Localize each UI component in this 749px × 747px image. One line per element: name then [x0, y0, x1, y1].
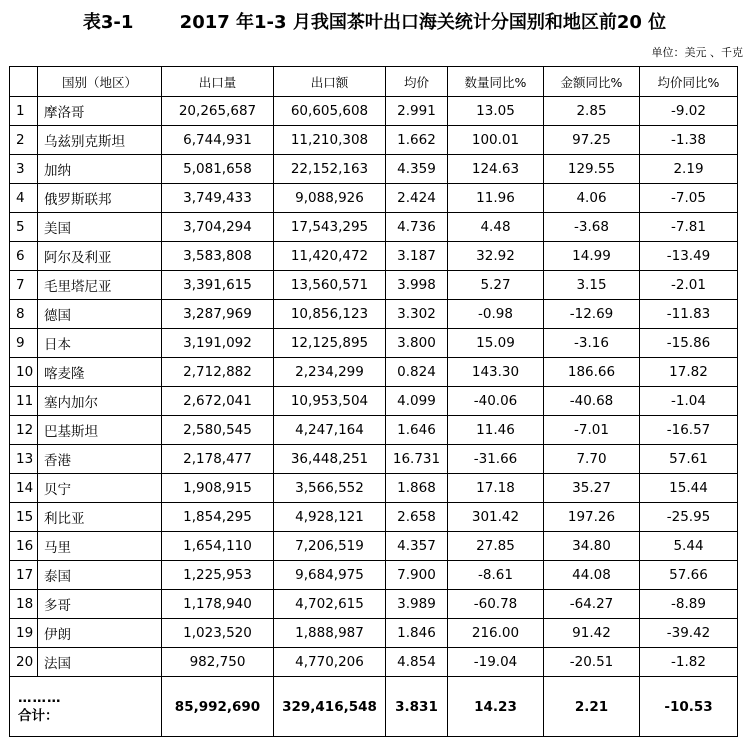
cell-row-index: 15 [10, 503, 38, 532]
cell-row-index: 17 [10, 561, 38, 590]
cell-avg-price: 2.658 [386, 503, 448, 532]
cell-export-amount: 13,560,571 [274, 271, 386, 300]
cell-avg-price: 2.991 [386, 97, 448, 126]
cell-export-quantity: 2,580,545 [162, 416, 274, 445]
cell-quantity-yoy: 216.00 [448, 619, 544, 648]
cell-avg-price: 3.800 [386, 329, 448, 358]
cell-export-quantity: 1,178,940 [162, 590, 274, 619]
cell-avg-price: 4.359 [386, 155, 448, 184]
cell-export-amount: 9,088,926 [274, 184, 386, 213]
cell-row-index: 7 [10, 271, 38, 300]
cell-export-amount: 1,888,987 [274, 619, 386, 648]
cell-avg-price: 16.731 [386, 445, 448, 474]
cell-country-name: 日本 [38, 329, 162, 358]
cell-country-name: 法国 [38, 648, 162, 677]
cell-amount-yoy: 4.06 [544, 184, 640, 213]
cell-country-name: 伊朗 [38, 619, 162, 648]
cell-export-quantity: 982,750 [162, 648, 274, 677]
cell-avg-price: 1.868 [386, 474, 448, 503]
table-number: 表3-1 [82, 12, 134, 33]
cell-price-yoy: -15.86 [640, 329, 738, 358]
cell-avg-price: 1.646 [386, 416, 448, 445]
table-row [10, 126, 738, 155]
cell-export-amount: 11,420,472 [274, 242, 386, 271]
cell-row-index: 12 [10, 416, 38, 445]
cell-export-quantity: 1,023,520 [162, 619, 274, 648]
table-row [10, 242, 738, 271]
table-row [10, 387, 738, 416]
cell-export-amount: 36,448,251 [274, 445, 386, 474]
cell-price-yoy: 2.19 [640, 155, 738, 184]
cell-country-name: 喀麦隆 [38, 358, 162, 387]
cell-price-yoy: -7.81 [640, 213, 738, 242]
cell-avg-price: 4.736 [386, 213, 448, 242]
cell-export-amount: 10,856,123 [274, 300, 386, 329]
cell-amount-yoy: -64.27 [544, 590, 640, 619]
table-row [10, 184, 738, 213]
header-avg-price: 均价 [386, 67, 448, 97]
cell-export-quantity: 3,583,808 [162, 242, 274, 271]
cell-country-name: 利比亚 [38, 503, 162, 532]
ellipsis-dots: ……… [18, 689, 62, 706]
header-amount-yoy: 金额同比% [544, 67, 640, 97]
cell-amount-yoy: 7.70 [544, 445, 640, 474]
cell-export-amount: 4,928,121 [274, 503, 386, 532]
cell-quantity-yoy: 4.48 [448, 213, 544, 242]
cell-export-amount: 11,210,308 [274, 126, 386, 155]
cell-quantity-yoy: -0.98 [448, 300, 544, 329]
total-export-quantity: 85,992,690 [162, 677, 274, 737]
header-country: 国别（地区） [38, 67, 162, 97]
cell-price-yoy: -25.95 [640, 503, 738, 532]
cell-price-yoy: -1.04 [640, 387, 738, 416]
unit-note: 单位：美元 、千克 [651, 46, 743, 59]
cell-export-amount: 2,234,299 [274, 358, 386, 387]
cell-row-index: 13 [10, 445, 38, 474]
table-row [10, 532, 738, 561]
table-row [10, 503, 738, 532]
total-row [10, 677, 738, 737]
cell-avg-price: 3.998 [386, 271, 448, 300]
cell-export-quantity: 3,391,615 [162, 271, 274, 300]
table-row [10, 590, 738, 619]
cell-export-amount: 4,770,206 [274, 648, 386, 677]
cell-country-name: 马里 [38, 532, 162, 561]
cell-row-index: 20 [10, 648, 38, 677]
total-avg-price: 3.831 [386, 677, 448, 737]
table-title-text: 2017 年1-3 月我国茶叶出口海关统计分国别和地区前20 位 [179, 12, 667, 33]
cell-row-index: 16 [10, 532, 38, 561]
cell-country-name: 巴基斯坦 [38, 416, 162, 445]
cell-price-yoy: -16.57 [640, 416, 738, 445]
cell-price-yoy: 57.66 [640, 561, 738, 590]
cell-row-index: 3 [10, 155, 38, 184]
cell-amount-yoy: 197.26 [544, 503, 640, 532]
cell-quantity-yoy: -60.78 [448, 590, 544, 619]
cell-country-name: 美国 [38, 213, 162, 242]
cell-quantity-yoy: -40.06 [448, 387, 544, 416]
cell-row-index: 4 [10, 184, 38, 213]
cell-country-name: 塞内加尔 [38, 387, 162, 416]
cell-row-index: 5 [10, 213, 38, 242]
header-price-yoy: 均价同比% [640, 67, 738, 97]
cell-amount-yoy: 91.42 [544, 619, 640, 648]
cell-country-name: 多哥 [38, 590, 162, 619]
cell-export-amount: 10,953,504 [274, 387, 386, 416]
cell-country-name: 贝宁 [38, 474, 162, 503]
cell-export-quantity: 20,265,687 [162, 97, 274, 126]
cell-export-quantity: 3,191,092 [162, 329, 274, 358]
cell-avg-price: 3.187 [386, 242, 448, 271]
total-quantity-yoy: 14.23 [448, 677, 544, 737]
cell-export-amount: 9,684,975 [274, 561, 386, 590]
cell-export-quantity: 1,854,295 [162, 503, 274, 532]
cell-avg-price: 2.424 [386, 184, 448, 213]
total-label: 合计： [18, 707, 59, 724]
cell-price-yoy: -13.49 [640, 242, 738, 271]
cell-price-yoy: -2.01 [640, 271, 738, 300]
cell-export-quantity: 3,287,969 [162, 300, 274, 329]
cell-row-index: 11 [10, 387, 38, 416]
cell-export-amount: 12,125,895 [274, 329, 386, 358]
table-row [10, 619, 738, 648]
cell-price-yoy: -1.82 [640, 648, 738, 677]
cell-avg-price: 3.302 [386, 300, 448, 329]
cell-export-quantity: 2,712,882 [162, 358, 274, 387]
cell-export-quantity: 6,744,931 [162, 126, 274, 155]
cell-avg-price: 7.900 [386, 561, 448, 590]
cell-export-quantity: 5,081,658 [162, 155, 274, 184]
table-row [10, 155, 738, 184]
cell-quantity-yoy: 100.01 [448, 126, 544, 155]
cell-row-index: 6 [10, 242, 38, 271]
cell-quantity-yoy: 124.63 [448, 155, 544, 184]
table-row [10, 97, 738, 126]
cell-export-quantity: 1,225,953 [162, 561, 274, 590]
table-row [10, 300, 738, 329]
cell-avg-price: 0.824 [386, 358, 448, 387]
cell-price-yoy: 15.44 [640, 474, 738, 503]
total-price-yoy: -10.53 [640, 677, 738, 737]
cell-price-yoy: 57.61 [640, 445, 738, 474]
cell-amount-yoy: -12.69 [544, 300, 640, 329]
cell-country-name: 毛里塔尼亚 [38, 271, 162, 300]
cell-price-yoy: -11.83 [640, 300, 738, 329]
cell-avg-price: 1.662 [386, 126, 448, 155]
cell-country-name: 俄罗斯联邦 [38, 184, 162, 213]
table-row [10, 271, 738, 300]
cell-avg-price: 1.846 [386, 619, 448, 648]
cell-export-quantity: 1,908,915 [162, 474, 274, 503]
cell-avg-price: 4.854 [386, 648, 448, 677]
cell-row-index: 9 [10, 329, 38, 358]
cell-quantity-yoy: 27.85 [448, 532, 544, 561]
cell-export-quantity: 2,178,477 [162, 445, 274, 474]
cell-price-yoy: -39.42 [640, 619, 738, 648]
cell-country-name: 泰国 [38, 561, 162, 590]
cell-price-yoy: 17.82 [640, 358, 738, 387]
header-index [10, 67, 38, 97]
cell-amount-yoy: -3.16 [544, 329, 640, 358]
total-amount-yoy: 2.21 [544, 677, 640, 737]
cell-export-amount: 4,247,164 [274, 416, 386, 445]
cell-quantity-yoy: -8.61 [448, 561, 544, 590]
table-row [10, 648, 738, 677]
cell-export-amount: 60,605,608 [274, 97, 386, 126]
total-export-amount: 329,416,548 [274, 677, 386, 737]
cell-amount-yoy: 3.15 [544, 271, 640, 300]
table-row [10, 416, 738, 445]
cell-country-name: 香港 [38, 445, 162, 474]
cell-price-yoy: -9.02 [640, 97, 738, 126]
cell-amount-yoy: 97.25 [544, 126, 640, 155]
cell-country-name: 摩洛哥 [38, 97, 162, 126]
cell-export-quantity: 3,749,433 [162, 184, 274, 213]
cell-quantity-yoy: 13.05 [448, 97, 544, 126]
cell-export-quantity: 3,704,294 [162, 213, 274, 242]
cell-quantity-yoy: 5.27 [448, 271, 544, 300]
export-statistics-table [9, 66, 738, 737]
cell-amount-yoy: 34.80 [544, 532, 640, 561]
cell-quantity-yoy: 11.46 [448, 416, 544, 445]
cell-quantity-yoy: -19.04 [448, 648, 544, 677]
table-row [10, 329, 738, 358]
cell-row-index: 1 [10, 97, 38, 126]
table-title [0, 8, 749, 34]
cell-export-amount: 3,566,552 [274, 474, 386, 503]
cell-export-amount: 22,152,163 [274, 155, 386, 184]
cell-export-quantity: 2,672,041 [162, 387, 274, 416]
cell-quantity-yoy: 15.09 [448, 329, 544, 358]
cell-quantity-yoy: 17.18 [448, 474, 544, 503]
cell-row-index: 19 [10, 619, 38, 648]
table-row [10, 445, 738, 474]
cell-quantity-yoy: 11.96 [448, 184, 544, 213]
cell-quantity-yoy: 32.92 [448, 242, 544, 271]
cell-country-name: 加纳 [38, 155, 162, 184]
table-row [10, 561, 738, 590]
cell-avg-price: 4.357 [386, 532, 448, 561]
cell-amount-yoy: 2.85 [544, 97, 640, 126]
cell-export-amount: 7,206,519 [274, 532, 386, 561]
cell-row-index: 10 [10, 358, 38, 387]
cell-amount-yoy: 129.55 [544, 155, 640, 184]
cell-quantity-yoy: -31.66 [448, 445, 544, 474]
cell-price-yoy: -7.05 [640, 184, 738, 213]
cell-avg-price: 4.099 [386, 387, 448, 416]
cell-export-amount: 17,543,295 [274, 213, 386, 242]
cell-row-index: 2 [10, 126, 38, 155]
cell-export-amount: 4,702,615 [274, 590, 386, 619]
cell-quantity-yoy: 301.42 [448, 503, 544, 532]
cell-amount-yoy: -40.68 [544, 387, 640, 416]
cell-country-name: 阿尔及利亚 [38, 242, 162, 271]
cell-row-index: 14 [10, 474, 38, 503]
cell-amount-yoy: 44.08 [544, 561, 640, 590]
table-row [10, 358, 738, 387]
cell-amount-yoy: 14.99 [544, 242, 640, 271]
cell-amount-yoy: -7.01 [544, 416, 640, 445]
cell-quantity-yoy: 143.30 [448, 358, 544, 387]
header-export-quantity: 出口量 [162, 67, 274, 97]
cell-amount-yoy: 35.27 [544, 474, 640, 503]
table-header-row [10, 67, 738, 97]
cell-price-yoy: -1.38 [640, 126, 738, 155]
cell-price-yoy: 5.44 [640, 532, 738, 561]
table-row [10, 474, 738, 503]
cell-price-yoy: -8.89 [640, 590, 738, 619]
cell-country-name: 德国 [38, 300, 162, 329]
cell-row-index: 18 [10, 590, 38, 619]
header-export-amount: 出口额 [274, 67, 386, 97]
table-row [10, 213, 738, 242]
cell-amount-yoy: -20.51 [544, 648, 640, 677]
total-label-cell [10, 677, 162, 737]
header-quantity-yoy: 数量同比% [448, 67, 544, 97]
cell-country-name: 乌兹别克斯坦 [38, 126, 162, 155]
cell-row-index: 8 [10, 300, 38, 329]
cell-export-quantity: 1,654,110 [162, 532, 274, 561]
cell-amount-yoy: -3.68 [544, 213, 640, 242]
cell-amount-yoy: 186.66 [544, 358, 640, 387]
cell-avg-price: 3.989 [386, 590, 448, 619]
